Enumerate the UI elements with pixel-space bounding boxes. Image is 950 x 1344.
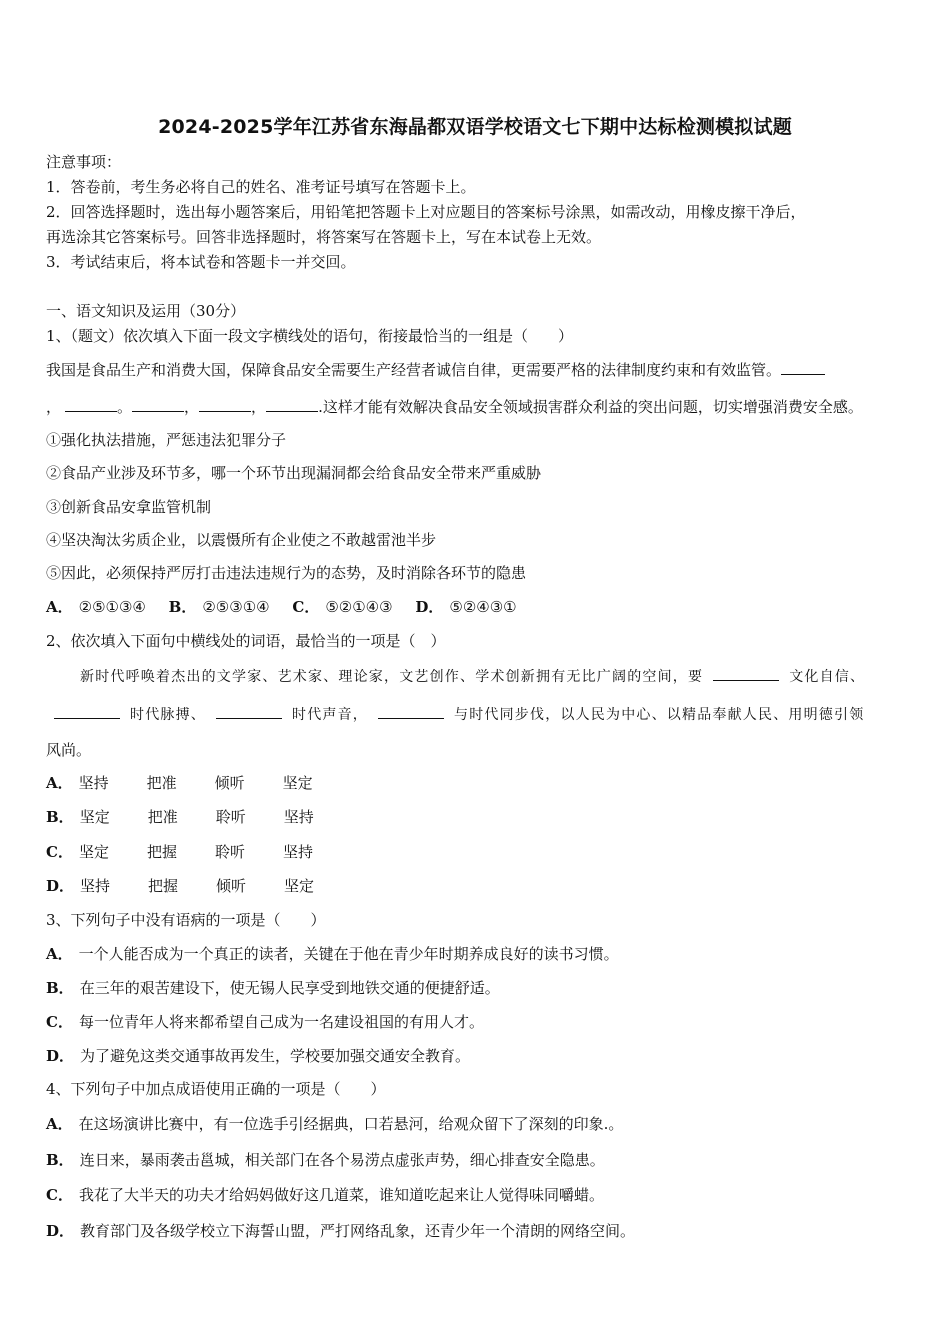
question-3-stem: 3、下列句子中没有语病的一项是（ ） bbox=[46, 911, 326, 929]
question-1-stem: 1、（题文）依次填入下面一段文字横线处的语句，衔接最恰当的一组是（ ） bbox=[46, 327, 574, 345]
answer-blank[interactable] bbox=[781, 360, 825, 375]
question-1-passage-line bbox=[46, 360, 825, 380]
passage-punct: ， bbox=[184, 398, 200, 416]
option-c[interactable]: C． 我花了大半天的功夫才给妈妈做好这几道菜，谁知道吃起来让人觉得味同嚼蜡。 bbox=[46, 1186, 604, 1204]
passage-text: .这样才能有效解决食品安全领域损害群众利益的突出问题，切实增强消费安全感。 bbox=[318, 398, 863, 416]
question-2-passage-line: 新时代呼唤着杰出的文学家、艺术家、理论家，文艺创作、学术创新拥有无比广阔的空间，要 文化自信、 bbox=[80, 666, 865, 687]
answer-blank[interactable] bbox=[216, 704, 282, 719]
option-d[interactable]: D． 教育部门及各级学校立下海誓山盟，严打网络乱象，还青少年一个清朗的网络空间。 bbox=[46, 1222, 636, 1240]
question-1-item: ⑤因此，必须保持严厉打击违法违规行为的态势，及时消除各环节的隐患 bbox=[46, 564, 527, 582]
passage-punct: ， bbox=[46, 398, 62, 416]
question-2-passage-line: 时代脉搏、 时代声音， 与时代同步伐，以人民为中心、以精品奉献人民、用明德引领 bbox=[54, 704, 864, 725]
notice-item: 1．答卷前，考生务必将自己的姓名、准考证号填写在答题卡上。 bbox=[46, 178, 476, 196]
question-1-item: ③创新食品安拿监管机制 bbox=[46, 498, 212, 516]
answer-blank[interactable] bbox=[378, 704, 444, 719]
option-b[interactable]: B． 在三年的艰苦建设下，使无锡人民享受到地铁交通的便捷舒适。 bbox=[46, 979, 500, 997]
answer-blank[interactable] bbox=[199, 397, 251, 412]
section-heading: 一、语文知识及运用（30分） bbox=[46, 302, 246, 320]
notice-item: 再选涂其它答案标号。回答非选择题时，将答案写在答题卡上，写在本试卷上无效。 bbox=[46, 228, 602, 246]
answer-blank[interactable] bbox=[54, 704, 120, 719]
option-c[interactable]: C． ⑤②①④③ bbox=[292, 598, 393, 616]
answer-blank[interactable] bbox=[266, 397, 318, 412]
option-a[interactable]: A． ②⑤①③④ bbox=[46, 598, 146, 616]
question-2-stem: 2、依次填入下面句中横线处的词语，最恰当的一项是（ ） bbox=[46, 632, 446, 650]
option-a[interactable]: A． 一个人能否成为一个真正的读者，关键在于他在青少年时期养成良好的读书习惯。 bbox=[46, 945, 619, 963]
notice-heading: 注意事项： bbox=[46, 153, 122, 171]
option-d[interactable]: D． ⑤②④③① bbox=[415, 598, 517, 616]
passage-punct: ， bbox=[251, 398, 267, 416]
option-c[interactable]: C． 每一位青年人将来都希望自己成为一名建设祖国的有用人才。 bbox=[46, 1013, 484, 1031]
option-d[interactable]: D． 为了避免这类交通事故再发生，学校要加强交通安全教育。 bbox=[46, 1047, 471, 1065]
option-a[interactable]: A． 坚持 把准 倾听 坚定 bbox=[46, 774, 313, 792]
option-b[interactable]: B． 连日来，暴雨袭击邕城，相关部门在各个易涝点虚张声势，细心排查安全隐患。 bbox=[46, 1151, 605, 1169]
page-title: 2024-2025学年江苏省东海晶都双语学校语文七下期中达标检测模拟试题 bbox=[158, 116, 792, 138]
option-b[interactable]: B． ②⑤③①④ bbox=[168, 598, 270, 616]
option-c[interactable]: C． 坚定 把握 聆听 坚持 bbox=[46, 843, 313, 861]
question-1-item: ④坚决淘汰劣质企业，以震慑所有企业使之不敢越雷池半步 bbox=[46, 531, 437, 549]
notice-item: 2．回答选择题时，选出每小题答案后，用铅笔把答题卡上对应题目的答案标号涂黑，如需改动，用橡皮擦干净后， bbox=[46, 203, 806, 221]
passage-text: 我国是食品生产和消费大国，保障食品安全需要生产经营者诚信自律，更需要严格的法律制度约束和有效监管。 bbox=[46, 361, 782, 379]
question-4-stem: 4、下列句子中加点成语使用正确的一项是（ ） bbox=[46, 1080, 386, 1098]
notice-item: 3．考试结束后，将本试卷和答题卡一并交回。 bbox=[46, 253, 356, 271]
option-b[interactable]: B． 坚定 把准 聆听 坚持 bbox=[46, 808, 314, 826]
answer-blank[interactable] bbox=[65, 397, 117, 412]
option-a[interactable]: A． 在这场演讲比赛中，有一位选手引经据典，口若悬河，给观众留下了深刻的印象.。 bbox=[46, 1115, 624, 1133]
option-d[interactable]: D． 坚持 把握 倾听 坚定 bbox=[46, 877, 315, 895]
question-1-item: ①强化执法措施，严惩违法犯罪分子 bbox=[46, 431, 287, 449]
question-2-passage-end: 风尚。 bbox=[46, 741, 92, 759]
passage-punct: 。 bbox=[117, 398, 133, 416]
answer-blank[interactable] bbox=[132, 397, 184, 412]
question-1-item: ②食品产业涉及环节多，哪一个环节出现漏洞都会给食品安全带来严重威胁 bbox=[46, 464, 542, 482]
answer-blank[interactable] bbox=[713, 666, 779, 681]
question-1-options bbox=[46, 597, 517, 617]
question-1-passage-line bbox=[46, 397, 863, 417]
